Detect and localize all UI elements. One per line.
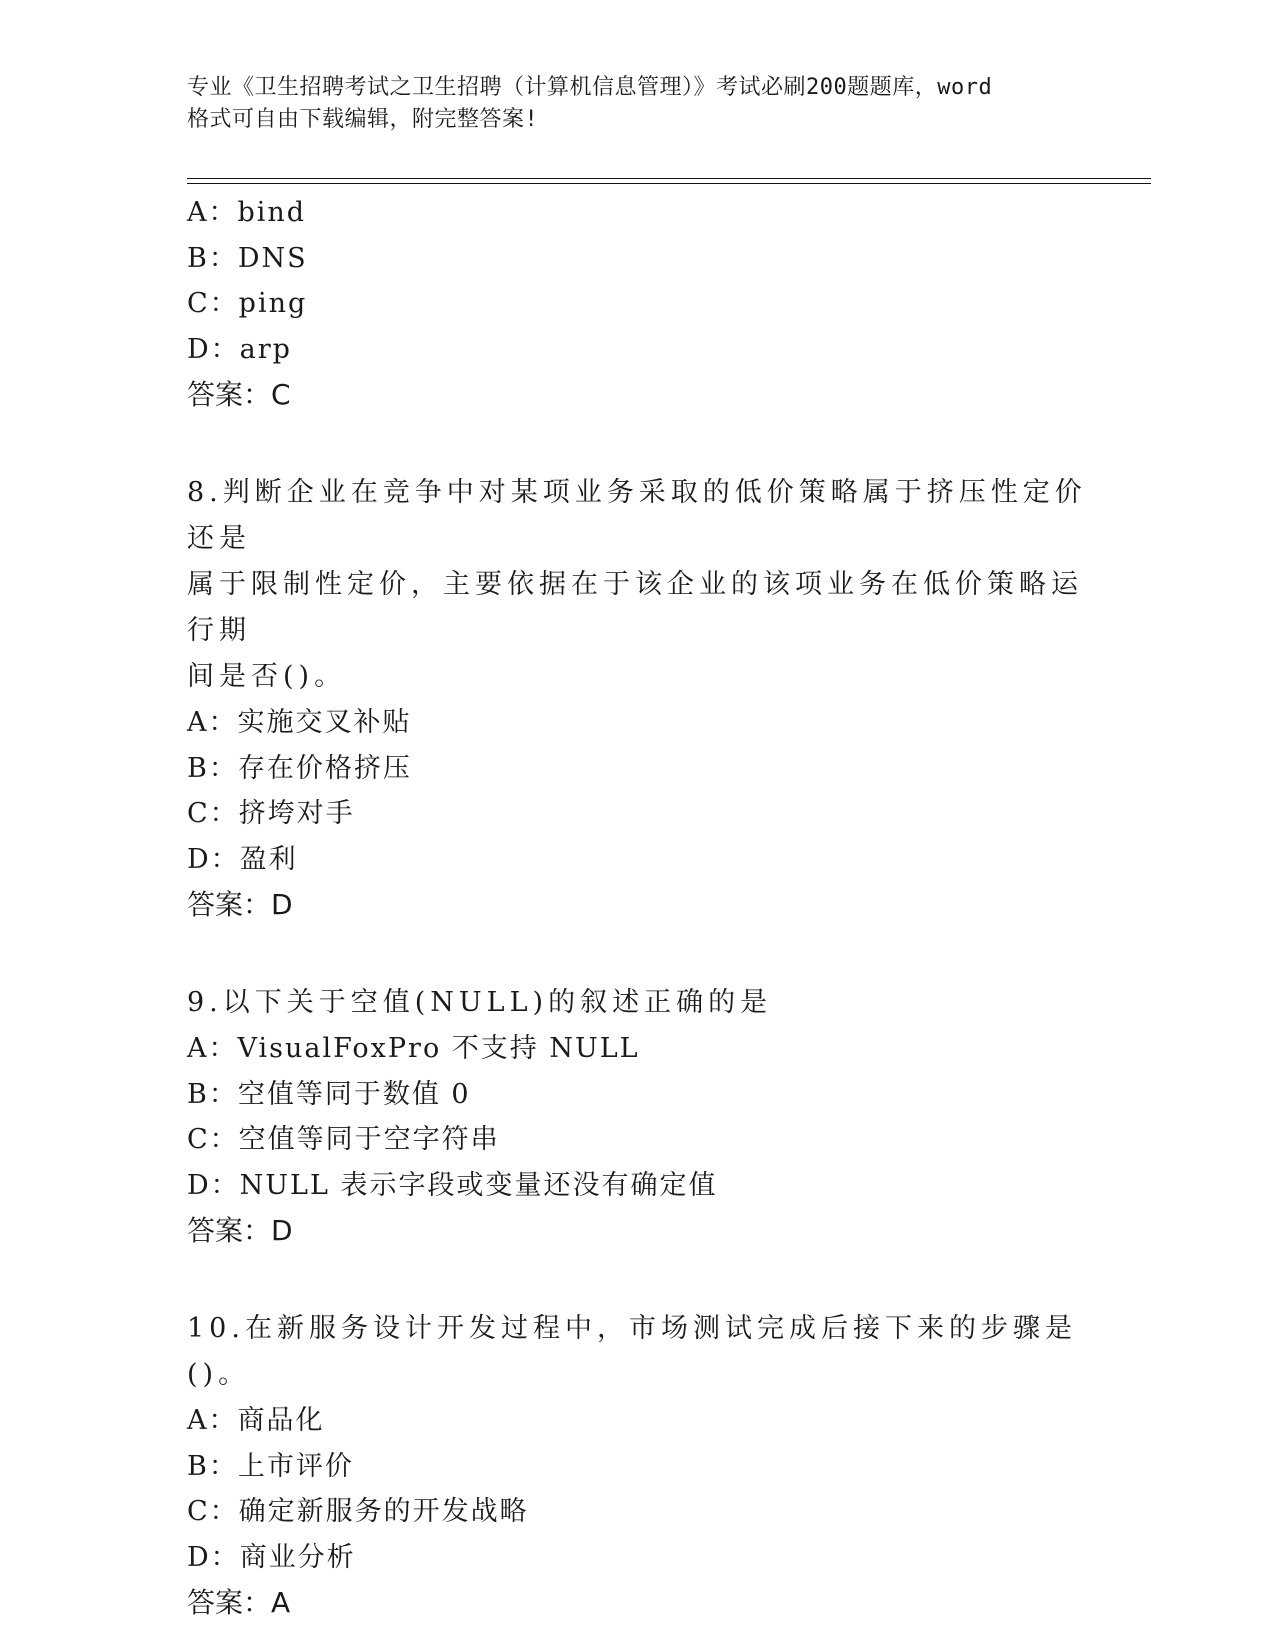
option-c: C：ping [187, 288, 308, 319]
option-c: C：空值等同于空字符串 [187, 1124, 500, 1155]
question-stem-line: 8.判断企业在竞争中对某项业务采取的低价策略属于挤压性定价还是 [187, 477, 1087, 554]
header-line-1: 专业《卫生招聘考试之卫生招聘（计算机信息管理）》考试必刷200题题库，word [187, 75, 993, 100]
option-c: C：挤垮对手 [187, 798, 355, 829]
option-d: D：arp [187, 333, 292, 365]
option-a: A：bind [187, 197, 307, 228]
question-7-continued [187, 190, 1087, 418]
option-b: B：DNS [187, 242, 308, 274]
answer: 答案：A [187, 1586, 291, 1619]
question-list [187, 190, 1087, 1626]
header-divider-top [187, 178, 1151, 179]
option-a: A：实施交叉补贴 [187, 707, 412, 738]
header-divider-bottom [187, 183, 1151, 184]
answer: 答案：C [187, 378, 291, 411]
document-header [187, 72, 1087, 136]
option-d: D：商业分析 [187, 1541, 356, 1573]
question-stem-line: 9.以下关于空值(NULL)的叙述正确的是 [187, 987, 773, 1018]
question-stem-line: 属于限制性定价，主要依据在于该企业的该项业务在低价策略运行期 [187, 569, 1083, 646]
option-b: B：空值等同于数值 0 [187, 1078, 471, 1110]
option-d: D：NULL 表示字段或变量还没有确定值 [187, 1169, 718, 1201]
option-a: A：商品化 [187, 1405, 325, 1436]
question-9 [187, 980, 1087, 1254]
question-stem-line: 间是否()。 [187, 661, 347, 692]
answer: 答案：D [187, 1214, 293, 1247]
question-10 [187, 1306, 1087, 1626]
option-c: C：确定新服务的开发战略 [187, 1496, 529, 1527]
question-stem-line: 10.在新服务设计开发过程中，市场测试完成后接下来的步骤是()。 [187, 1313, 1077, 1390]
header-line-2: 格式可自由下载编辑，附完整答案! [187, 107, 539, 132]
option-a: A：VisualFoxPro 不支持 NULL [187, 1033, 640, 1064]
answer: 答案：D [187, 888, 293, 921]
question-8 [187, 470, 1087, 928]
option-b: B：存在价格挤压 [187, 752, 412, 784]
option-b: B：上市评价 [187, 1450, 354, 1482]
option-d: D：盈利 [187, 843, 298, 875]
